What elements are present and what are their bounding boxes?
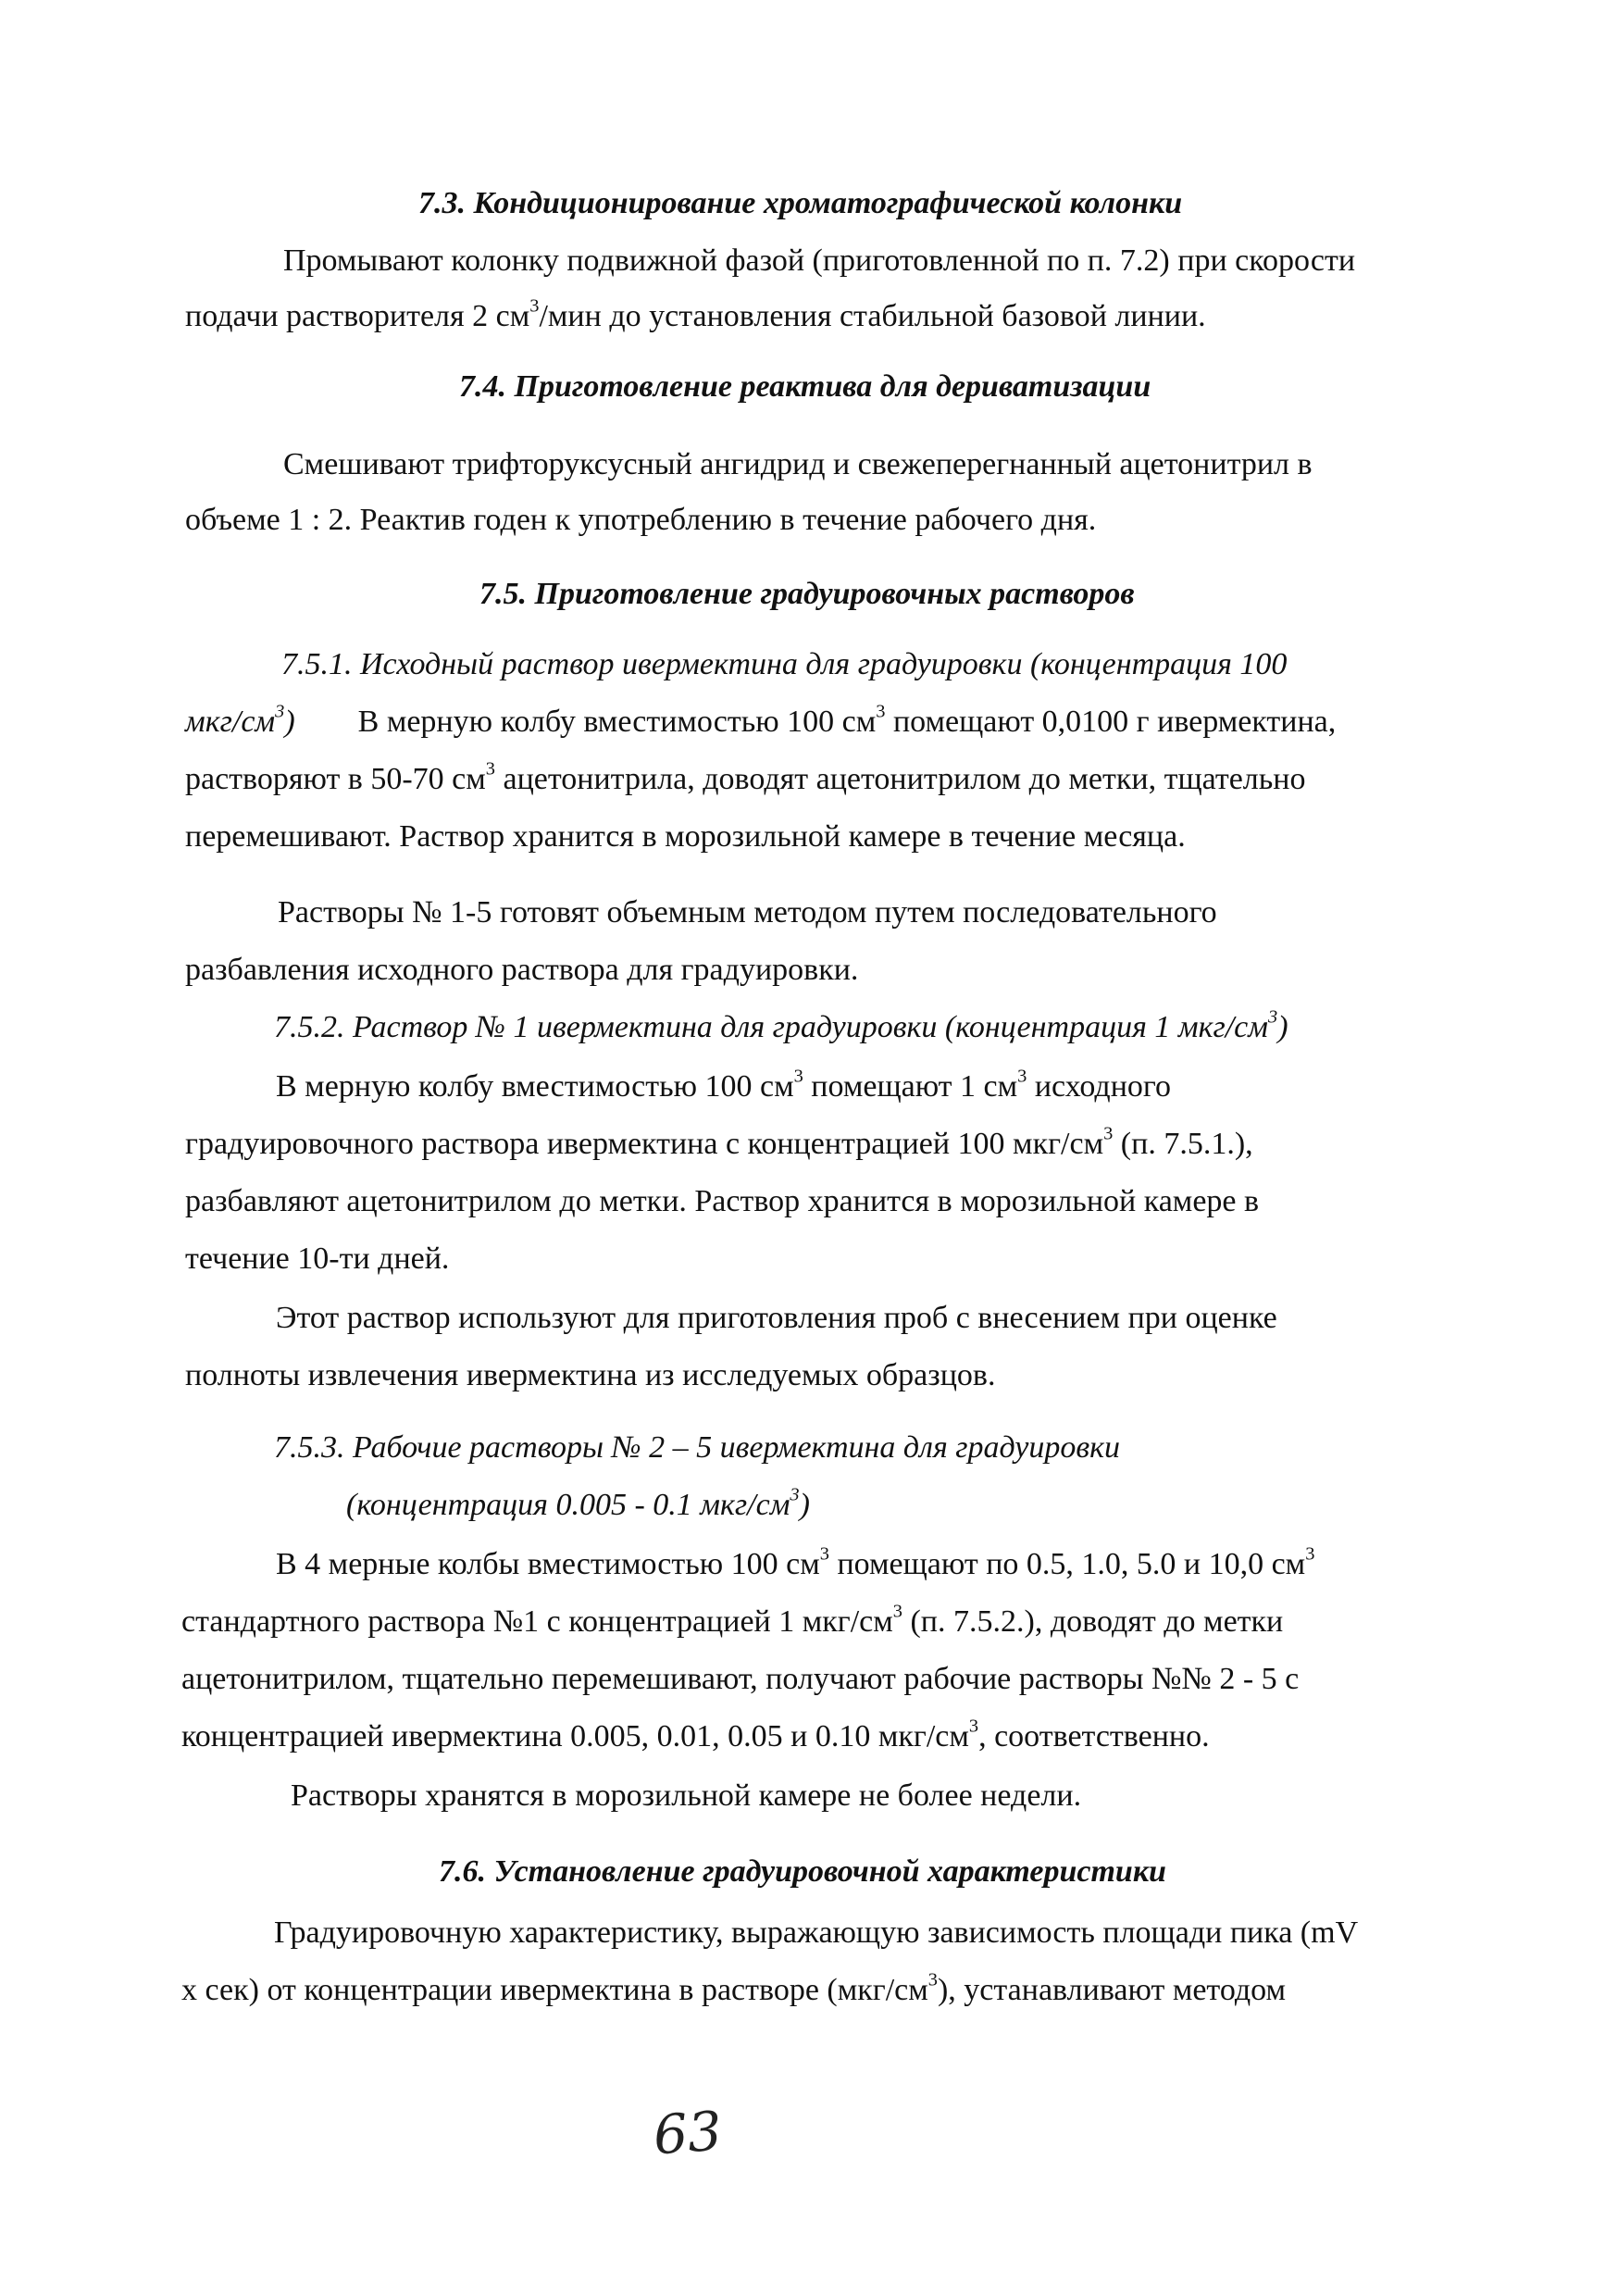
paragraph-line: разбавляют ацетонитрилом до метки. Раствор хранится в морозильной камере в bbox=[185, 1184, 1260, 1218]
subsection-heading-7-5-2: 7.5.2. Раствор № 1 ивермектина для градуировки (концентрация 1 мкг/$см^3$) bbox=[274, 1006, 1288, 1044]
section-heading-7-3: 7.3. Кондиционирование хроматографической колонки bbox=[418, 186, 1183, 220]
paragraph-line: Растворы № 1-5 готовят объемным методом путем последовательного bbox=[278, 895, 1217, 930]
paragraph-line: Растворы хранятся в морозильной камере не более недели. bbox=[291, 1778, 1082, 1813]
subsection-heading-7-5-3-line2: (концентрация 0.005 - 0.1 мкг/$см^3$) bbox=[346, 1484, 810, 1522]
section-heading-7-5: 7.5. Приготовление градуировочных растворов bbox=[479, 577, 1135, 611]
paragraph-line: концентрацией ивермектина 0.005, 0.01, 0.05 и 0.10 мкг/$см^3$, соответственно. bbox=[181, 1716, 1210, 1753]
paragraph-line: подачи растворителя 2 $см^3$/мин до установления стабильной базовой линии. bbox=[185, 295, 1206, 333]
section-heading-7-4: 7.4. Приготовление реактива для дериватизации bbox=[459, 369, 1151, 404]
subsection-heading-7-5-1: 7.5.1. Исходный раствор ивермектина для градуировки (концентрация 100 bbox=[281, 647, 1288, 681]
paragraph-line: течение 10-ти дней. bbox=[185, 1242, 450, 1276]
paragraph-line: В мерную колбу вместимостью 100 $см^3$ помещают 1 $см^3$ исходного bbox=[276, 1066, 1171, 1104]
paragraph-line: В 4 мерные колбы вместимостью 100 $см^3$ помещают по 0.5, 1.0, 5.0 и 10,0 $см^3$ bbox=[276, 1543, 1315, 1581]
paragraph-line: ацетонитрилом, тщательно перемешивают, получают рабочие растворы №№ 2 - 5 с bbox=[181, 1662, 1300, 1696]
paragraph-line: мкг/$см^3$) В мерную колбу вместимостью 100 $см^3$ помещают 0,0100 г ивермектина, bbox=[185, 701, 1337, 739]
paragraph-line: растворяют в 50-70 $см^3$ ацетонитрила, доводят ацетонитрилом до метки, тщательно bbox=[185, 758, 1306, 796]
paragraph-line: перемешивают. Раствор хранится в морозильной камере в течение месяца. bbox=[185, 819, 1186, 854]
subsection-heading-7-5-3: 7.5.3. Рабочие растворы № 2 – 5 ивермектина для градуировки bbox=[274, 1430, 1121, 1465]
paragraph-line: стандартного раствора №1 с концентрацией 1 мкг/$см^3$ (п. 7.5.2.), доводят до метки bbox=[181, 1601, 1284, 1639]
paragraph-line: Градуировочную характеристику, выражающую зависимость площади пика (mV bbox=[274, 1915, 1359, 1950]
paragraph-line: Этот раствор используют для приготовления проб с внесением при оценке bbox=[276, 1301, 1277, 1335]
section-heading-7-6: 7.6. Установление градуировочной характеристики bbox=[439, 1854, 1166, 1889]
paragraph-line: разбавления исходного раствора для градуировки. bbox=[185, 953, 859, 987]
page-number: 63 bbox=[651, 2099, 725, 2167]
paragraph-line: градуировочного раствора ивермектина с концентрацией 100 мкг/$см^3$ (п. 7.5.1.), bbox=[185, 1123, 1253, 1161]
paragraph-line: Смешивают трифторуксусный ангидрид и свежеперегнанный ацетонитрил в bbox=[283, 447, 1313, 481]
paragraph-line: полноты извлечения ивермектина из исследуемых образцов. bbox=[185, 1358, 996, 1392]
paragraph-line: Промывают колонку подвижной фазой (приготовленной по п. 7.2) при скорости bbox=[283, 243, 1356, 278]
paragraph-line: х сек) от концентрации ивермектина в растворе $(мкг/см^3)$, устанавливают методом bbox=[181, 1969, 1287, 2007]
paragraph-line: объеме 1 : 2. Реактив годен к употреблению в течение рабочего дня. bbox=[185, 503, 1097, 537]
